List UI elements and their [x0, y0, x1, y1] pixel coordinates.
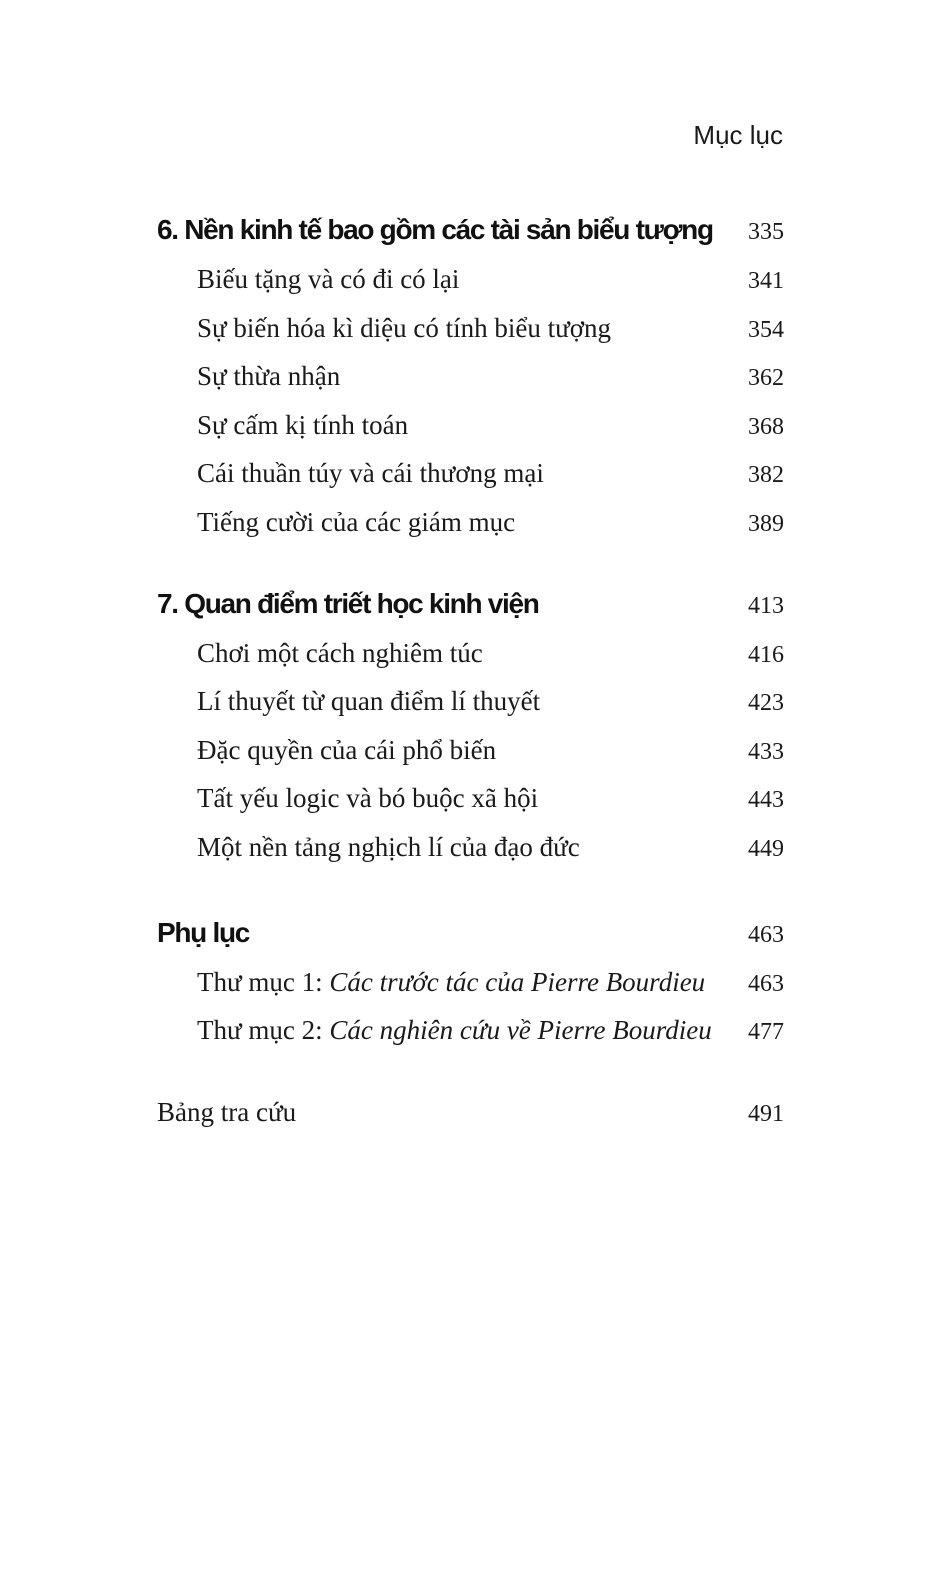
entry-prefix: Thư mục 2:: [197, 1015, 330, 1046]
entry-page-number: 423: [748, 690, 784, 717]
toc-chapter-7[interactable]: [157, 579, 784, 629]
entry-title: Tiếng cười của các giám mục: [197, 506, 516, 537]
table-of-contents: [157, 205, 784, 1137]
chapter-title: Phụ lục: [157, 916, 250, 948]
toc-entry[interactable]: [157, 677, 784, 726]
entry-page-number: 443: [748, 787, 784, 814]
entry-page-number: 477: [748, 1019, 784, 1046]
entry-title: Tất yếu logic và bó buộc xã hội: [197, 783, 539, 814]
entry-page-number: 354: [748, 316, 784, 343]
toc-entry[interactable]: [157, 958, 784, 1007]
section-spacer: [157, 547, 784, 579]
chapter-title: 6. Nền kinh tế bao gồm các tài sản biểu tượng: [157, 214, 713, 245]
entry-title: Sự cấm kị tính toán: [197, 409, 409, 440]
chapter-page-number: 463: [748, 921, 784, 948]
entry-page-number: 463: [748, 970, 784, 997]
toc-entry[interactable]: [157, 726, 784, 775]
entry-title: [197, 958, 705, 1007]
entry-title: Lí thuyết từ quan điểm lí thuyết: [197, 686, 541, 717]
entry-prefix: Thư mục 1:: [197, 966, 330, 997]
toc-entry[interactable]: [157, 1006, 784, 1055]
entry-page-number: 368: [748, 413, 784, 440]
index-title: Bảng tra cứu: [157, 1096, 297, 1127]
toc-appendix[interactable]: [157, 908, 784, 958]
toc-index[interactable]: [157, 1087, 784, 1137]
entry-title: Sự thừa nhận: [197, 361, 341, 392]
chapter-title: 7. Quan điểm triết học kinh viện: [157, 587, 539, 619]
entry-page-number: 362: [748, 365, 784, 392]
entry-page-number: 341: [748, 268, 784, 294]
entry-page-number: 389: [748, 510, 784, 537]
entry-page-number: 416: [748, 641, 784, 668]
section-spacer: [157, 1055, 784, 1087]
entry-italic-title: Các nghiên cứu về Pierre Bourdieu: [329, 1015, 712, 1046]
entry-italic-title: Các trước tác của Pierre Bourdieu: [329, 966, 706, 997]
toc-entry[interactable]: [157, 352, 784, 401]
entry-page-number: 449: [748, 835, 784, 862]
index-page-number: 491: [748, 1100, 784, 1127]
entry-title: Sự biến hóa kì diệu có tính biểu tượng: [197, 312, 611, 343]
chapter-page-number: 335: [748, 219, 784, 245]
running-header: Mục lục: [693, 120, 783, 150]
chapter-page-number: 413: [748, 592, 784, 619]
toc-entry[interactable]: [157, 629, 784, 678]
toc-entry[interactable]: [157, 401, 784, 450]
section-spacer: [157, 872, 784, 908]
entry-title: [197, 1006, 712, 1055]
entry-title: Một nền tảng nghịch lí của đạo đức: [197, 831, 580, 862]
toc-entry[interactable]: [157, 449, 784, 498]
toc-entry[interactable]: [157, 255, 784, 304]
toc-entry[interactable]: [157, 498, 784, 547]
entry-title: Biếu tặng và có đi có lại: [197, 264, 460, 294]
entry-title: Chơi một cách nghiêm túc: [197, 637, 483, 668]
toc-entry[interactable]: [157, 774, 784, 823]
entry-page-number: 382: [748, 462, 784, 489]
toc-entry[interactable]: [157, 304, 784, 353]
entry-title: Đặc quyền của cái phổ biến: [197, 734, 497, 765]
toc-chapter-6[interactable]: [157, 205, 784, 255]
entry-page-number: 433: [748, 738, 784, 765]
entry-title: Cái thuần túy và cái thương mại: [197, 458, 544, 489]
toc-entry[interactable]: [157, 823, 784, 872]
